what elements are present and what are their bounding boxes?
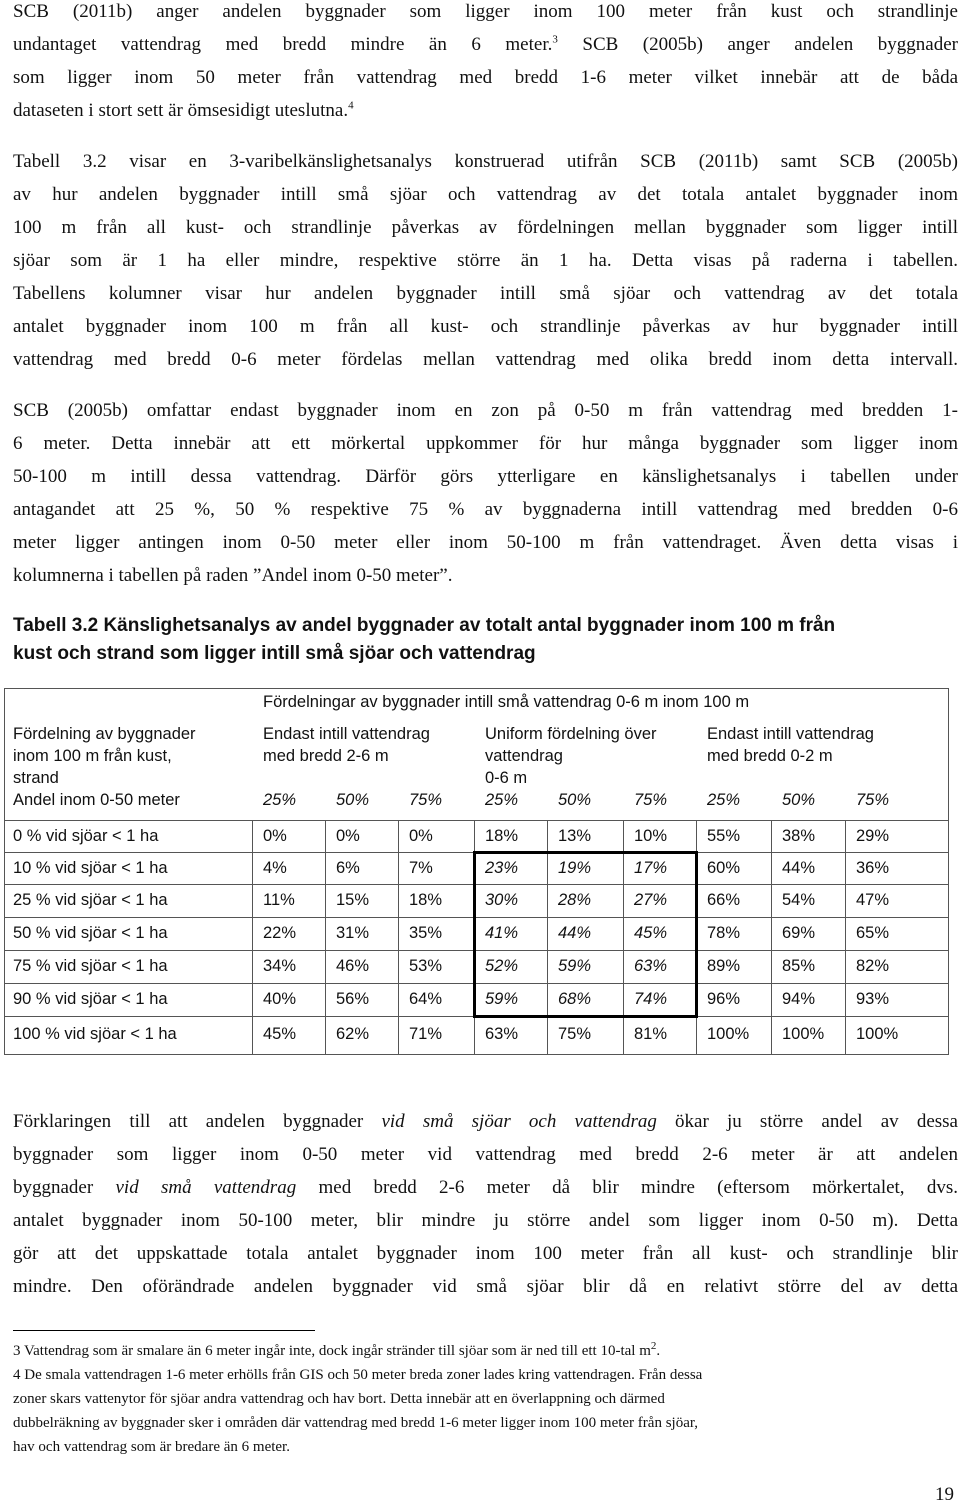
row-label: 100 % vid sjöar < 1 ha [13, 1025, 177, 1043]
body-text-line: byggnader vid små vattendrag med bredd 2-6 meter då blir mindre (eftersom mörkertalet, dvs. [13, 1177, 958, 1198]
table-cell: 100% [707, 1025, 750, 1043]
table-cell: 19% [558, 859, 592, 877]
body-text-line: Tabellens kolumner visar hur andelen byggnader intill små sjöar och vattendrag av det totala [13, 283, 958, 304]
table-cell: 47% [856, 891, 890, 909]
body-text-line: gör att det uppskattade totala antalet byggnader inom 100 meter från all kust- och strandlinje blir [13, 1243, 958, 1264]
group-header: Endast intill vattendrag [263, 725, 430, 743]
body-text-line: sjöar som är 1 ha eller mindre, respektive större än 1 ha. Detta visas på raderna i tabellen. [13, 250, 958, 271]
row-label: 90 % vid sjöar < 1 ha [13, 990, 168, 1008]
table-cell: 63% [485, 1025, 519, 1043]
body-text-line: antagandet att 25 %, 50 % respektive 75 % av byggnaderna intill vattendrag med bredden 0-6 [13, 499, 958, 520]
table-caption: kust och strand som ligger intill små sjöar och vattendrag [13, 643, 536, 664]
table-cell: 60% [707, 859, 741, 877]
table-cell: 93% [856, 990, 890, 1008]
body-text-line: 6 meter. Detta innebär att ett mörkertal uppkommer för hur många byggnader som ligger inom [13, 433, 958, 454]
body-text-line: SCB (2005b) omfattar endast byggnader inom en zon på 0-50 m från vattendrag med bredden 1- [13, 400, 958, 421]
table-cell: 11% [263, 891, 295, 909]
table-cell: 44% [782, 859, 816, 877]
andel-value: 25% [485, 791, 519, 809]
table-cell: 69% [782, 924, 816, 942]
body-text-line: undantaget vattendrag med bredd mindre än 6 meter.$^3$ SCB (2005b) anger andelen byggnader [13, 33, 958, 55]
table-cell: 54% [782, 891, 816, 909]
table-cell: 100% [782, 1025, 825, 1043]
emphasis-text: vid små sjöar och vattendrag [381, 1111, 657, 1132]
emphasis-text: vid små vattendrag [115, 1177, 297, 1198]
footnote-ref: 3 [552, 33, 558, 46]
table-cell: 41% [485, 924, 519, 942]
table-cell: 35% [409, 924, 443, 942]
table-caption: Tabell 3.2 Känslighetsanalys av andel byggnader av totalt antal byggnader inom 100 m från [13, 615, 836, 636]
table-cell: 68% [558, 990, 592, 1008]
table-cell: 0% [336, 827, 360, 845]
table-cell: 63% [634, 957, 668, 975]
group-header: 0-6 m [485, 769, 528, 787]
table-cell: 75% [558, 1025, 592, 1043]
footnote-4-line: hav och vattendrag som är bredare än 6 meter. [13, 1439, 290, 1455]
footnote-4-line: dubbelräkning av byggnader sker i områden där vattendrag med bredd 1-6 meter ligger inom 100 meter från sjöar, [13, 1415, 698, 1431]
table-cell: 23% [485, 859, 519, 877]
andel-value: 75% [856, 791, 890, 809]
body-text-line: mindre. Den oförändrade andelen byggnader vid små sjöar blir då en relativt större del av detta [13, 1276, 958, 1297]
row-header-label: inom 100 m från kust, [13, 747, 172, 765]
table-cell: 65% [856, 924, 890, 942]
row-label: 25 % vid sjöar < 1 ha [13, 891, 168, 909]
group-header: med bredd 2-6 m [263, 747, 389, 765]
table-cell: 18% [409, 891, 443, 909]
row-label: 0 % vid sjöar < 1 ha [13, 827, 159, 845]
andel-value: 50% [782, 791, 816, 809]
table-cell: 56% [336, 990, 370, 1008]
table-cell: 15% [336, 891, 370, 909]
table-cell: 53% [409, 957, 443, 975]
table-cell: 62% [336, 1025, 370, 1043]
body-text-line: Förklaringen till att andelen byggnader vid små sjöar och vattendrag ökar ju större andel av dessa [13, 1111, 958, 1132]
row-header-label: strand [13, 769, 59, 787]
table-cell: 10% [634, 827, 668, 845]
table-cell: 4% [263, 859, 287, 877]
table-cell: 100% [856, 1025, 899, 1043]
body-text-line: kolumnerna i tabellen på raden ”Andel inom 0-50 meter”. [13, 565, 453, 586]
body-text-line: antalet byggnader inom 100 m från all kust- och strandlinje påverkas av hur byggnader intill [13, 316, 958, 337]
andel-value: 75% [409, 791, 443, 809]
body-text-line: byggnader som ligger inom 0-50 meter vid vattendrag med bredd 2-6 meter är att andelen [13, 1144, 958, 1165]
table-cell: 6% [336, 859, 360, 877]
table-cell: 74% [634, 990, 668, 1008]
table-cell: 44% [558, 924, 592, 942]
andel-label: Andel inom 0-50 meter [13, 791, 180, 809]
row-label: 50 % vid sjöar < 1 ha [13, 924, 168, 942]
row-header-label: Fördelning av byggnader [13, 725, 196, 743]
table-cell: 96% [707, 990, 741, 1008]
table-cell: 17% [634, 859, 668, 877]
page-number: 19 [935, 1484, 954, 1505]
table-cell: 7% [409, 859, 433, 877]
body-text-line: 50-100 m intill dessa vattendrag. Därför görs ytterligare en känslighetsanalys i tabellen under [13, 466, 958, 487]
table-cell: 18% [485, 827, 519, 845]
row-label: 10 % vid sjöar < 1 ha [13, 859, 168, 877]
andel-value: 75% [634, 791, 668, 809]
table-cell: 13% [558, 827, 592, 845]
table-cell: 45% [634, 924, 668, 942]
table-cell: 30% [485, 891, 519, 909]
table-cell: 64% [409, 990, 443, 1008]
body-text-line: antalet byggnader inom 50-100 meter, blir mindre ju större andel som ligger inom 0-50 m). Detta [13, 1210, 958, 1231]
footnote-3: 3 Vattendrag som är smalare än 6 meter ingår inte, dock ingår stränder till sjöar som är ned till ett 10-tal $m^2$. [13, 1340, 661, 1359]
body-text-line: dataseten i stort sett är ömsesidigt uteslutna.$^4$ [13, 99, 354, 121]
table-cell: 34% [263, 957, 297, 975]
footnote-separator [13, 1330, 315, 1331]
table-cell: 59% [558, 957, 592, 975]
body-text-line: som ligger inom 50 meter från vattendrag med bredd 1-6 meter vilket innebär att de båda [13, 67, 958, 88]
andel-value: 25% [707, 791, 741, 809]
body-text-line: 100 m från all kust- och strandlinje påverkas av fördelningen mellan byggnader som ligger intill [13, 217, 958, 238]
group-header: med bredd 0-2 m [707, 747, 833, 765]
table-cell: 40% [263, 990, 297, 1008]
table-cell: 28% [558, 891, 592, 909]
table-cell: 85% [782, 957, 816, 975]
table-cell: 45% [263, 1025, 297, 1043]
table-cell: 89% [707, 957, 741, 975]
group-header: vattendrag [485, 747, 563, 765]
table-cell: 46% [336, 957, 370, 975]
footnote-ref: 4 [348, 99, 354, 112]
table-cell: 55% [707, 827, 741, 845]
andel-value: 50% [558, 791, 592, 809]
table-cell: 66% [707, 891, 741, 909]
table-cell: 36% [856, 859, 890, 877]
table-cell: 29% [856, 827, 890, 845]
table-cell: 52% [485, 957, 519, 975]
footnote-4-line: zoner skars vattenytor för sjöar andra vattendrag och hav bort. Detta innebär att en överlappning och därmed [13, 1391, 665, 1407]
body-text-line: av hur andelen byggnader intill små sjöar och vattendrag av det totala antalet byggnader inom [13, 184, 958, 205]
row-label: 75 % vid sjöar < 1 ha [13, 957, 168, 975]
table-cell: 71% [409, 1025, 443, 1043]
table-cell: 59% [485, 990, 519, 1008]
table-cell: 0% [263, 827, 287, 845]
table-cell: 22% [263, 924, 297, 942]
andel-value: 25% [263, 791, 297, 809]
table-cell: 82% [856, 957, 890, 975]
table-cell: 78% [707, 924, 741, 942]
body-text-line: vattendrag med bredd 0-6 meter fördelas mellan vattendrag med olika bredd inom detta intervall. [13, 349, 958, 370]
andel-value: 50% [336, 791, 370, 809]
body-text-line: SCB (2011b) anger andelen byggnader som ligger inom 100 meter från kust och strandlinje [13, 1, 958, 22]
table-super-header: Fördelningar av byggnader intill små vattendrag 0-6 m inom 100 m [263, 693, 750, 711]
body-text-line: Tabell 3.2 visar en 3-varibelkänslighetsanalys konstruerad utifrån SCB (2011b) samt SCB (2005b) [13, 151, 958, 172]
footnote-4: 4 De smala vattendragen 1-6 meter erhölls från GIS och 50 meter breda zoner lades kring vattendragen. Från dessa [13, 1367, 703, 1383]
group-header: Endast intill vattendrag [707, 725, 874, 743]
table-cell: 0% [409, 827, 433, 845]
body-text-line: meter ligger antingen inom 0-50 meter eller inom 50-100 m från vattendraget. Även detta visas i [13, 532, 958, 553]
table-cell: 27% [634, 891, 668, 909]
table-cell: 94% [782, 990, 816, 1008]
table-cell: 31% [336, 924, 370, 942]
table-cell: 38% [782, 827, 816, 845]
table-cell: 81% [634, 1025, 668, 1043]
group-header: Uniform fördelning över [485, 725, 657, 743]
